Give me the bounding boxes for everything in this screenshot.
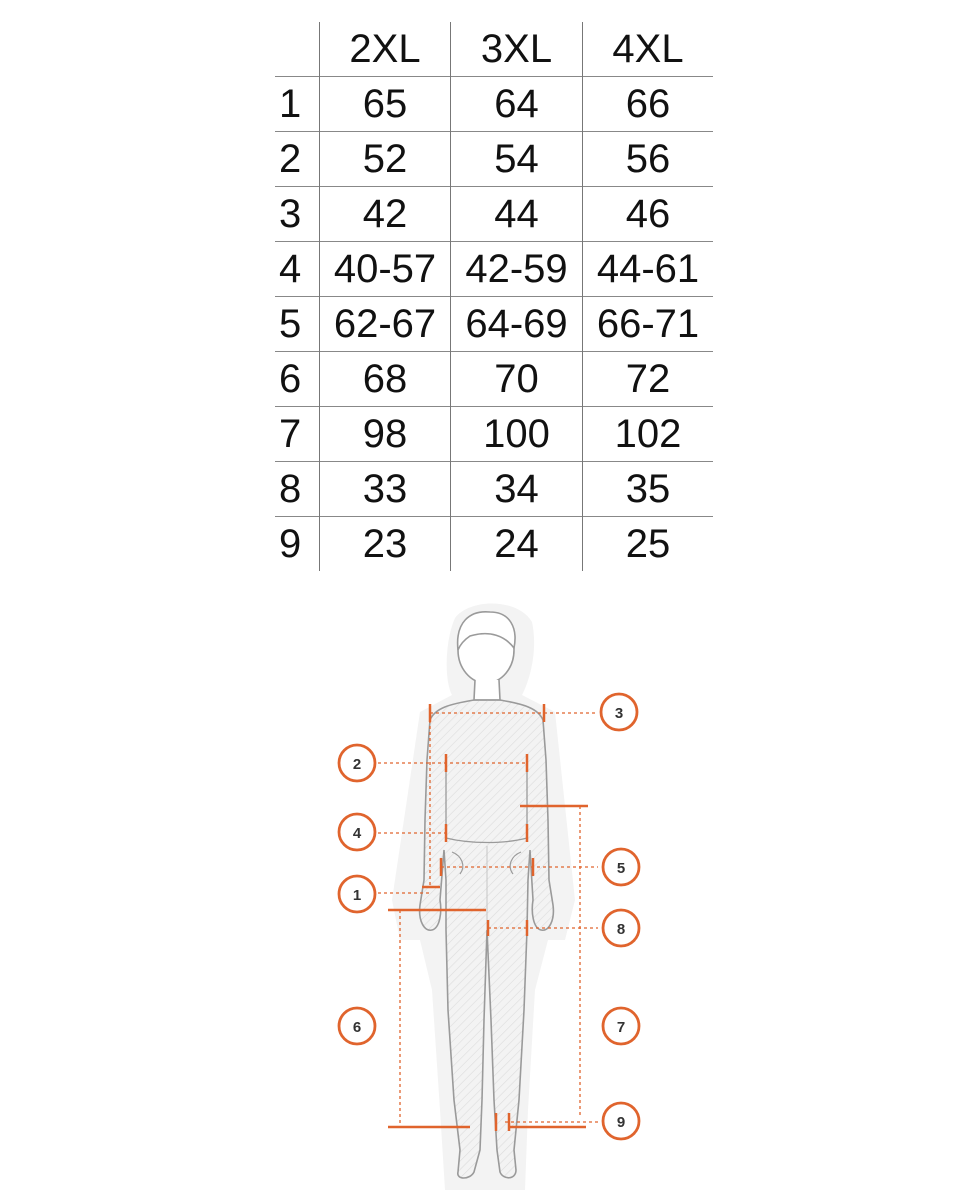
body-figure-svg xyxy=(0,590,967,1200)
table-cell: 100 xyxy=(451,407,583,462)
table-row xyxy=(275,297,713,352)
neck-shape xyxy=(474,680,500,700)
row-label: 2 xyxy=(275,132,320,187)
table-row xyxy=(275,462,713,517)
table-row xyxy=(275,187,713,242)
table-cell: 42 xyxy=(320,187,451,242)
marker-2 xyxy=(339,745,375,781)
column-header: 4XL xyxy=(583,22,714,77)
row-label: 9 xyxy=(275,517,320,572)
table-cell: 64 xyxy=(451,77,583,132)
table-row xyxy=(275,132,713,187)
table-cell: 33 xyxy=(320,462,451,517)
marker-6-label: 6 xyxy=(352,1019,362,1036)
marker-5 xyxy=(603,849,639,885)
marker-8-label: 8 xyxy=(616,921,626,938)
size-table xyxy=(275,22,713,571)
table-cell: 34 xyxy=(451,462,583,517)
table-cell: 24 xyxy=(451,517,583,572)
marker-1-label: 1 xyxy=(352,887,362,904)
table-cell: 56 xyxy=(583,132,714,187)
table-row xyxy=(275,407,713,462)
column-header: 3XL xyxy=(451,22,583,77)
measurement-diagram xyxy=(0,590,967,1200)
table-cell: 25 xyxy=(583,517,714,572)
row-label: 7 xyxy=(275,407,320,462)
table-cell: 52 xyxy=(320,132,451,187)
table-cell: 54 xyxy=(451,132,583,187)
table-cell: 40-57 xyxy=(320,242,451,297)
table-cell: 23 xyxy=(320,517,451,572)
table-row xyxy=(275,352,713,407)
table-cell: 46 xyxy=(583,187,714,242)
row-label: 5 xyxy=(275,297,320,352)
table-cell: 70 xyxy=(451,352,583,407)
table-cell: 68 xyxy=(320,352,451,407)
table-cell: 44 xyxy=(451,187,583,242)
table-row xyxy=(275,77,713,132)
row-label: 1 xyxy=(275,77,320,132)
table-row xyxy=(275,242,713,297)
table-cell: 72 xyxy=(583,352,714,407)
marker-7 xyxy=(603,1008,639,1044)
marker-6 xyxy=(339,1008,375,1044)
table-header-row xyxy=(275,22,713,77)
table-row xyxy=(275,517,713,572)
marker-4-label: 4 xyxy=(352,825,362,842)
marker-5-label: 5 xyxy=(616,860,626,877)
table-cell: 35 xyxy=(583,462,714,517)
table-cell: 62-67 xyxy=(320,297,451,352)
column-header: 2XL xyxy=(320,22,451,77)
table-cell: 65 xyxy=(320,77,451,132)
marker-8 xyxy=(603,910,639,946)
row-label: 3 xyxy=(275,187,320,242)
marker-9-label: 9 xyxy=(616,1114,626,1131)
marker-3-label: 3 xyxy=(614,705,624,722)
row-label: 4 xyxy=(275,242,320,297)
table-cell: 98 xyxy=(320,407,451,462)
table-cell: 66 xyxy=(583,77,714,132)
table-cell: 102 xyxy=(583,407,714,462)
table-cell: 42-59 xyxy=(451,242,583,297)
marker-7-label: 7 xyxy=(616,1019,626,1036)
marker-4 xyxy=(339,814,375,850)
table-cell: 44-61 xyxy=(583,242,714,297)
marker-2-label: 2 xyxy=(352,756,362,773)
table-cell: 66-71 xyxy=(583,297,714,352)
row-label: 8 xyxy=(275,462,320,517)
corner-cell xyxy=(275,22,320,77)
marker-9 xyxy=(603,1103,639,1139)
marker-1 xyxy=(339,876,375,912)
row-label: 6 xyxy=(275,352,320,407)
table-cell: 64-69 xyxy=(451,297,583,352)
marker-3 xyxy=(601,694,637,730)
